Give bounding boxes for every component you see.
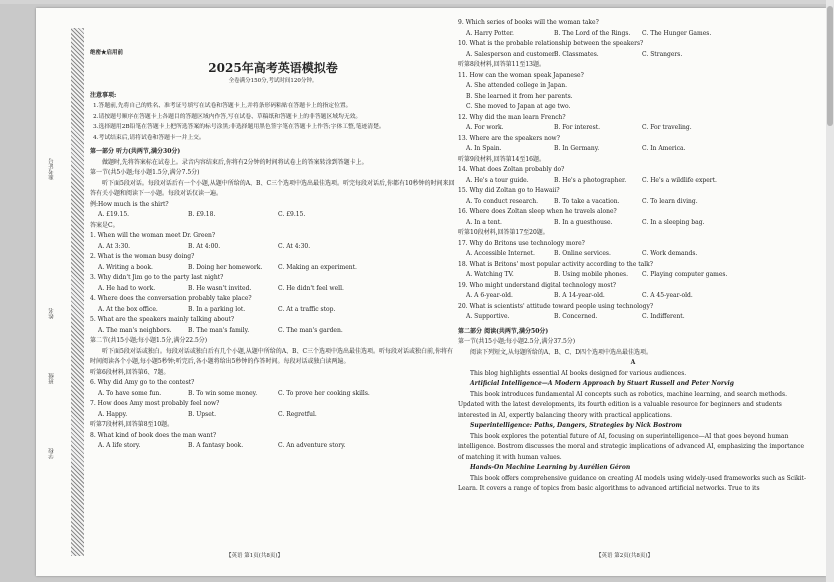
option: C. He's a wildlife expert.: [642, 176, 717, 184]
question: 14. What does Zoltan probably do?: [458, 166, 565, 173]
viewer-toolbar-strip: [0, 0, 834, 4]
book-description-1: This book introduces fundamental AI concepts such as robotics, machine learning, and search methods. Updated with the latest developments, its fourth edition is a valuable resource for beginners and students interested in AI, expertly balancing theory with practical applications.: [458, 390, 787, 419]
part1-heading: 第一部分 听力(共两节,满分30分): [90, 148, 181, 155]
option: A. For work.: [466, 124, 504, 131]
question: 20. What is scientists' attitude toward people using technology?: [458, 302, 654, 310]
material-10-note: 听第10段材料,回答第17至20题。: [458, 229, 549, 236]
binding-label-school: 学校: [49, 448, 55, 459]
option: A. A life story.: [98, 442, 141, 449]
option: A. The man's neighbors.: [98, 326, 172, 334]
option-row: [458, 144, 808, 155]
question: 8. What kind of book does the man want?: [90, 431, 217, 439]
option: A. Watching TV.: [466, 271, 514, 278]
option: A. A 6-year-old.: [466, 292, 513, 299]
right-question-list-4: [458, 239, 808, 323]
option-row: [458, 176, 808, 187]
option: A. Accessible Internet.: [466, 250, 535, 257]
option: A. At 3:30.: [98, 242, 131, 250]
option: A. At the box office.: [98, 305, 158, 313]
paper-subtitle: 全卷满分150分,考试时间120分钟。: [228, 78, 318, 84]
left-column: [90, 44, 456, 452]
section2-heading: 第二节(共15小题;每小题1.5分,满分22.5分): [90, 337, 208, 344]
option: B. Classmates.: [554, 50, 599, 58]
book-title-3: Hands-On Machine Learning by Aurélien Géron: [470, 464, 631, 471]
note-item: 3.选择题用2B铅笔在答题卡上把所选答案的标号涂黑;非选择题用黑色签字笔在答题卡上作答;字体工整,笔迹清楚。: [93, 124, 385, 130]
vertical-scrollbar[interactable]: [826, 0, 834, 582]
question: 4. Where does the conversation probably take place?: [90, 295, 252, 302]
option: B. A 14-year-old.: [554, 292, 605, 299]
option: C. Regretful.: [278, 410, 317, 418]
scrollbar-thumb[interactable]: [827, 6, 833, 126]
option-row: [458, 249, 808, 260]
option: B. Concerned.: [554, 313, 598, 320]
right-question-list-3: [458, 165, 808, 228]
material-7-note: 听第7段材料,回答第8至10题。: [90, 421, 174, 428]
option-row: [458, 197, 808, 208]
option: A. Harry Potter.: [466, 29, 514, 37]
section1-heading: 第一节(共5小题;每小题1.5分,满分7.5分): [90, 169, 200, 176]
question: 11. How can the woman speak Japanese?: [458, 71, 584, 79]
option-row: [90, 410, 456, 421]
question: 7. How does Amy most probably feel now?: [90, 400, 220, 407]
option: C. Indifferent.: [642, 313, 685, 320]
option: B. At 4:00.: [188, 242, 221, 250]
option: C. He didn't feel well.: [278, 284, 344, 292]
part2-intro: 阅读下列短文,从每题所给的A、B、C、D四个选项中选出最佳选项。: [470, 348, 653, 356]
option: B. He wasn't invited.: [188, 284, 252, 292]
option: C. The Hunger Games.: [642, 29, 712, 37]
question: 19. Who might understand digital technology most?: [458, 281, 616, 289]
option: C. To prove her cooking skills.: [278, 389, 370, 397]
paper-title: 2025年高考英语模拟卷: [208, 61, 338, 75]
option: B. For interest.: [554, 124, 601, 131]
book-description-3: This book offers comprehensive guidance on creating AI models using widely-used frameworks such as Scikit-Learn. It covers a range of topics from basic algorithms to advanced artificial networks. True to its: [458, 474, 806, 492]
question: 13. Where are the speakers now?: [458, 134, 560, 142]
option: C. She moved to Japan at age two.: [466, 103, 571, 110]
option: C. In America.: [642, 145, 686, 152]
question: 2. What is the woman busy doing?: [90, 253, 195, 260]
option: B. The Lord of the Rings.: [554, 29, 631, 37]
right-page-footer: 【英语 第2页(共8页)】: [596, 553, 654, 559]
option: A. Salesperson and customer.: [466, 50, 556, 58]
notes-heading: 注意事项:: [90, 91, 117, 99]
option: A. In a tent.: [466, 218, 502, 226]
option: B. He's a photographer.: [554, 176, 627, 184]
part2-section1-heading: 第一节(共15小题;每小题2.5分,满分37.5分): [458, 338, 576, 345]
option: A. In Spain.: [466, 145, 502, 152]
question: 5. What are the speakers mainly talking about?: [90, 316, 235, 323]
option: A. Happy.: [98, 410, 128, 418]
question: 17. Why do Britons use technology more?: [458, 239, 585, 247]
book-title-1: Artificial Intelligence—A Modern Approach by Stuart Russell and Peter Norvig: [470, 380, 734, 387]
option-row: [90, 441, 456, 452]
option: C. Work demands.: [642, 250, 698, 257]
section2-intro: 听下面5段对话或独白。每段对话或独白后有几个小题,从题中所给的A、B、C三个选项中选出最佳选项。听每段对话或独白前,你将有时间阅读各个小题,每小题5秒钟;听完后,各小题将给出5秒钟的作答时间。每段对话或独白读两遍。: [90, 347, 453, 365]
option-row: [458, 123, 808, 134]
option: B. In Germany.: [554, 145, 600, 152]
binding-hatch-bar: [71, 28, 84, 556]
option: B. In a parking lot.: [188, 305, 246, 313]
note-item: 4.考试结束后,请将试卷和答题卡一并上交。: [93, 134, 205, 141]
material-6-note: 听第6段材料,回答第6、7题。: [90, 368, 170, 376]
book-title-2: Superintelligence: Paths, Dangers, Strategies by Nick Bostrom: [470, 422, 682, 429]
option-row: [458, 29, 808, 40]
option: B. In a guesthouse.: [554, 218, 613, 226]
option: B. To win some money.: [188, 389, 258, 397]
material-8-note: 听第8段材料,回答第11至13题。: [458, 61, 545, 68]
option: B. Upset.: [188, 410, 217, 418]
example-question: 例:How much is the shirt?: [90, 200, 169, 208]
left-question-list-2: [90, 378, 456, 420]
left-page-footer: 【英语 第1页(共8页)】: [226, 553, 284, 559]
option: B. She learned it from her parents.: [466, 92, 573, 100]
option: B. A fantasy book.: [188, 442, 244, 449]
question: 16. Where does Zoltan sleep when he travels alone?: [458, 208, 617, 215]
secret-mark: 绝密★启用前: [90, 50, 124, 56]
option: A. Writing a book.: [98, 263, 153, 271]
option-row: [458, 270, 808, 281]
option: C. Strangers.: [642, 50, 683, 58]
option-row: [458, 218, 808, 229]
option: A. To conduct research.: [466, 197, 539, 205]
question: 10. What is the probable relationship between the speakers?: [458, 40, 644, 47]
question: 12. Why did the man learn French?: [458, 113, 566, 121]
option: A. She attended college in Japan.: [466, 82, 568, 89]
option: A. To have some fun.: [98, 389, 162, 397]
book-description-2: This book explores the potential future of AI, focusing on superintelligence—AI that goes beyond human intelligence. Bostrom discusses the moral and strategic implications of advanced AI, emphasizing the importance of matching it with human values.: [458, 432, 805, 461]
option: A. Supportive.: [466, 313, 510, 320]
material-9-note: 听第9段材料,回答第14至16题。: [458, 155, 545, 163]
option: C. At 4:30.: [278, 242, 311, 250]
example-options: [90, 210, 456, 221]
section1-intro: 听下面5段对话。每段对话后有一个小题,从题中所给的A、B、C三个选项中选出最佳选项。听完每段对话后,你都有10秒钟的时间来回答有关小题和阅读下一小题。每段对话仅读一遍。: [90, 179, 455, 197]
option: B. Using mobile phones.: [554, 271, 629, 278]
option: B. To take a vacation.: [554, 197, 620, 205]
option: B. Online services.: [554, 250, 611, 257]
option: A. He's a tour guide.: [466, 176, 529, 184]
option-row: [90, 284, 456, 295]
option: B. Doing her homework.: [188, 263, 263, 271]
question: 18. What is Britons' most popular activity according to the talk?: [458, 260, 653, 268]
part2-heading: 第二部分 阅读(共两节,满分50分): [458, 327, 549, 335]
question: 6. Why did Amy go to the contest?: [90, 379, 195, 386]
option: C. The man's garden.: [278, 326, 343, 334]
option: C. A 45-year-old.: [642, 292, 693, 299]
question: 3. Why didn't Jim go to the party last night?: [90, 274, 224, 281]
example-answer: 答案是C。: [90, 221, 119, 229]
option: C. For traveling.: [642, 124, 692, 131]
option: C. Making an experiment.: [278, 263, 357, 271]
option: B. £9.18.: [188, 211, 216, 218]
right-column: [458, 18, 808, 495]
option: A. £19.15.: [98, 211, 130, 218]
exam-page-spread: [36, 8, 826, 576]
option-row: [458, 50, 808, 61]
question: 15. Why did Zoltan go to Hawaii?: [458, 187, 560, 194]
option: C. An adventure story.: [278, 442, 346, 449]
part1-intro: 做题时,先将答案标在试卷上。录音内容结束后,你将有2分钟的时间将试卷上的答案转涂到答题卡上。: [102, 158, 368, 166]
option-row: [458, 291, 808, 302]
option: C. Playing computer games.: [642, 271, 728, 278]
option: C. £9.15.: [278, 211, 306, 218]
right-question-list-1: [458, 18, 808, 60]
option: A. He had to work.: [98, 284, 156, 292]
note-item: 2.请按题号顺序在答题卡上各题目的答题区域内作答,写在试卷、草稿纸和答题卡上的非答题区域均无效。: [93, 113, 362, 120]
option: C. At a traffic stop.: [278, 305, 336, 313]
left-question-list-3: [90, 431, 456, 452]
passage-letter: A: [630, 359, 636, 366]
question: 9. Which series of books will the woman take?: [458, 19, 599, 26]
passage-intro: This blog highlights essential AI books designed for various audiences.: [470, 369, 687, 377]
note-item: 1.答题前,先将自己的姓名、准考证号填写在试卷和答题卡上,并将条形码粘贴在答题卡上的指定位置。: [93, 103, 352, 109]
binding-label-name: 姓名: [49, 308, 55, 319]
left-question-list-1: [90, 231, 456, 336]
option-row: [90, 326, 456, 337]
question: 1. When will the woman meet Dr. Green?: [90, 232, 216, 239]
option-row: [90, 242, 456, 253]
right-question-list-2: [458, 113, 808, 155]
binding-label-exam-number: 准考证号: [49, 158, 55, 180]
option: C. To learn diving.: [642, 197, 698, 205]
binding-label-class: 班级: [49, 373, 55, 384]
option: C. In a sleeping bag.: [642, 218, 705, 226]
option-row: [90, 263, 456, 274]
option-row: [90, 389, 456, 400]
option: B. The man's family.: [188, 326, 250, 334]
option-row: [90, 305, 456, 316]
option-row: [458, 312, 808, 323]
